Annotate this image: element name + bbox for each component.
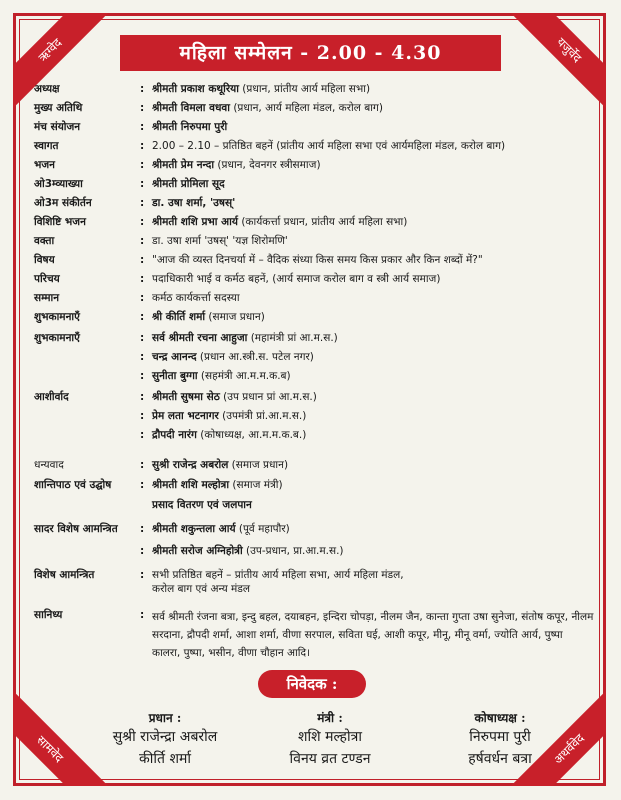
row-detail: (प्रधान, देवनगर स्त्रीसमाज) [214, 159, 321, 171]
row-detail: (प्रधान, प्रांतीय आर्य महिला सभा) [238, 83, 371, 95]
row-label: धन्यवाद [34, 459, 64, 471]
row-value [152, 291, 592, 305]
row-value [152, 215, 592, 229]
row-colon: : [140, 159, 145, 171]
signatory-block [420, 710, 580, 770]
page-title: महिला सम्मेलन - 2.00 - 4.30 [120, 35, 501, 71]
row-label: परिचय [34, 273, 60, 285]
row-name: श्रीमती सरोज अग्निहोत्री [152, 545, 243, 557]
row-value [152, 458, 592, 472]
row-colon: : [140, 311, 145, 323]
row-value [152, 158, 592, 172]
row-value [152, 101, 592, 115]
row-label: ओ3म संकीर्तन [34, 197, 92, 209]
row-colon: : [140, 197, 145, 209]
row-colon: : [140, 479, 145, 491]
row-value [152, 272, 592, 286]
signatory-role: प्रधान : [148, 711, 182, 725]
row-colon: : [140, 254, 145, 266]
row-name: श्रीमती सुषमा सेठ [152, 391, 220, 403]
row-value [152, 310, 592, 324]
signatory-name: शशि मल्होत्रा [298, 729, 362, 745]
row-name: द्रौपदी नारंग [152, 429, 197, 441]
row-label: विषय [34, 254, 55, 266]
row-detail: (समाज प्रधान) [228, 459, 289, 471]
row-detail: (महामंत्री प्रां आ.म.स.) [247, 332, 338, 344]
row-detail: (पूर्व महापौर) [235, 523, 290, 535]
row-name: चन्द्र आनन्द [152, 351, 197, 363]
signatory-name: हर्षवर्धन बत्रा [468, 751, 532, 767]
row-colon: : [140, 545, 145, 557]
row-value [152, 253, 592, 267]
row-label: शान्तिपाठ एवं उद्घोष [34, 479, 112, 491]
signatory-block [250, 710, 410, 770]
row-detail: (प्रधान आ.स्त्री.स. पटेल नगर) [196, 351, 314, 363]
row-label: विशिष्टि भजन [34, 216, 86, 228]
special-line-1: सभी प्रतिष्ठित बहनें – प्रांतीय आर्य महिला सभा, आर्य महिला मंडल, [152, 569, 404, 581]
row-label: स्वागत [34, 140, 59, 152]
row-colon: : [140, 429, 145, 441]
row-name: श्रीमती प्रकाश कथूरिया [152, 83, 239, 95]
row-colon: : [140, 178, 145, 190]
signatory-name: विनय व्रत टण्डन [289, 751, 371, 767]
row-name: श्रीमती शशि मल्होत्रा [152, 479, 230, 491]
row-detail: (उप-प्रधान, प्रा.आ.म.स.) [242, 545, 344, 557]
row-colon: : [140, 332, 145, 344]
row-value [152, 568, 592, 596]
row-detail: कर्मठ कार्यकर्त्ता सदस्या [152, 292, 240, 304]
signatory-name: कीर्ति शर्मा [139, 751, 191, 767]
row-detail: (कार्यकर्त्ता प्रधान, प्रांतीय आर्य महिला सभा) [238, 216, 408, 228]
row-name: डा. उषा शर्मा, 'उषस्' [152, 197, 236, 209]
row-colon: : [140, 235, 145, 247]
row-detail: डा. उषा शर्मा 'उषस्' 'यज्ञ शिरोमणि' [152, 235, 288, 247]
signatory-name: सुश्री राजेन्द्रा अबरोल [112, 729, 218, 745]
corner-label: यजुर्वेद [496, 13, 606, 123]
row-label: मुख्य अतिथि [34, 102, 83, 114]
row-detail: (सहमंत्री आ.म.म.क.ब) [197, 370, 291, 382]
row-value [152, 234, 592, 248]
row-colon: : [140, 351, 145, 363]
row-detail: (उपमंत्री प्रां.आ.म.स.) [218, 410, 307, 422]
row-label: अध्यक्ष [34, 83, 60, 95]
row-value [152, 369, 592, 383]
row-value [152, 478, 592, 492]
row-detail: (प्रधान, आर्य महिला मंडल, करोल बाग) [229, 102, 383, 114]
row-value [152, 544, 592, 558]
row-colon: : [140, 609, 145, 621]
row-name: श्रीमती विमला वधवा [152, 102, 230, 114]
row-value [152, 82, 592, 96]
row-label: भजन [34, 159, 55, 171]
row-colon: : [140, 569, 145, 581]
row-name: प्रसाद वितरण एवं जलपान [152, 499, 252, 511]
row-colon: : [140, 83, 145, 95]
row-label: विशेष आमन्त्रित [34, 569, 95, 581]
row-colon: : [140, 459, 145, 471]
row-colon: : [140, 273, 145, 285]
row-value [152, 390, 592, 404]
row-name: सर्व श्रीमती रचना आहुजा [152, 332, 248, 344]
row-value [152, 139, 592, 153]
corner-label: ऋग्वेद [13, 13, 123, 123]
row-name: सुश्री राजेन्द्र अबरोल [152, 459, 229, 471]
row-colon: : [140, 370, 145, 382]
signatory-role: कोषाध्यक्ष : [474, 711, 526, 725]
row-value [152, 177, 592, 191]
row-colon: : [140, 216, 145, 228]
row-label: सम्मान [34, 292, 60, 304]
row-name: श्रीमती शशि प्रभा आर्य [152, 216, 238, 228]
row-name: प्रेम लता भटनागर [152, 410, 219, 422]
row-label: शुभकामनाएँ [34, 332, 80, 344]
row-colon: : [140, 140, 145, 152]
row-detail: "आज की व्यस्त दिनचर्या में – वैदिक संध्या किस समय किस प्रकार और किन शब्दों में?" [152, 254, 483, 266]
row-name: श्रीमती प्रेम नन्दा [152, 159, 215, 171]
corner-label: अथर्ववेद [496, 676, 606, 786]
row-value [152, 331, 592, 345]
row-colon: : [140, 391, 145, 403]
row-label: मंच संयोजन [34, 121, 81, 133]
sanidhya-text: सर्व श्रीमती रंजना बत्रा, इन्दु बहल, दयाबहन, इन्दिरा चोपड़ा, नीलम जैन, कान्ता गुप्ता उषा सुनेजा, संतोष कपूर, नीलम सरदाना, द्रौपदी शर्मा, आशा शर्मा, वीणा सरपाल, सविता घई, आशी कपूर, मीनू, मीनू वर्मा, ज्योति आर्य, पुष्पा कालरा, पुष्पा, भसीन, वीणा चौहान आदि। [152, 611, 594, 659]
row-colon: : [140, 523, 145, 535]
row-name: श्रीमती प्रोमिला सूद [152, 178, 225, 190]
row-value [152, 522, 592, 536]
row-label: सादर विशेष आमन्त्रित [34, 523, 118, 535]
row-value [152, 409, 592, 423]
row-detail: 2.00 – 2.10 – प्रतिष्ठित बहनें (प्रांतीय आर्य महिला सभा एवं आर्यमहिला मंडल, करोल बाग) [152, 140, 506, 152]
row-value [152, 428, 592, 442]
row-name: श्री कीर्ति शर्मा [152, 311, 206, 323]
row-name: श्रीमती निरुपमा पुरी [152, 121, 228, 133]
row-detail: पदाधिकारी भाई व कर्मठ बहनें, (आर्य समाज करोल बाग व स्त्री आर्य समाज) [152, 273, 441, 285]
row-label: वक्ता [34, 235, 55, 247]
row-label: शुभकामनाएँ [34, 311, 80, 323]
corner-label: सामवेद [13, 676, 123, 786]
row-detail: (उप प्रधान प्रां आ.म.स.) [219, 391, 317, 403]
row-detail: (समाज मंत्री) [229, 479, 283, 491]
row-colon: : [140, 292, 145, 304]
signatory-block [85, 710, 245, 770]
signatory-name: निरुपमा पुरी [469, 729, 531, 745]
row-label: ओ3म्व्याख्या [34, 178, 83, 190]
row-value [152, 498, 592, 512]
special-line-2: करोल बाग एवं अन्य मंडल [152, 583, 251, 595]
signatory-role: मंत्री : [317, 711, 343, 725]
row-detail: (समाज प्रधान) [205, 311, 265, 323]
row-value [152, 350, 592, 364]
row-colon: : [140, 102, 145, 114]
nivedak-badge: निवेदक : [258, 670, 366, 698]
row-colon: : [140, 121, 145, 133]
row-name: श्रीमती शकुन्तला आर्य [152, 523, 236, 535]
row-value [152, 120, 592, 134]
row-name: सुनीता बुग्गा [152, 370, 198, 382]
row-label: आशीर्वाद [34, 391, 69, 403]
row-detail: (कोषाध्यक्ष, आ.म.म.क.ब.) [196, 429, 307, 441]
row-value [152, 196, 592, 210]
row-label: सानिध्य [34, 609, 63, 621]
row-colon: : [140, 410, 145, 422]
